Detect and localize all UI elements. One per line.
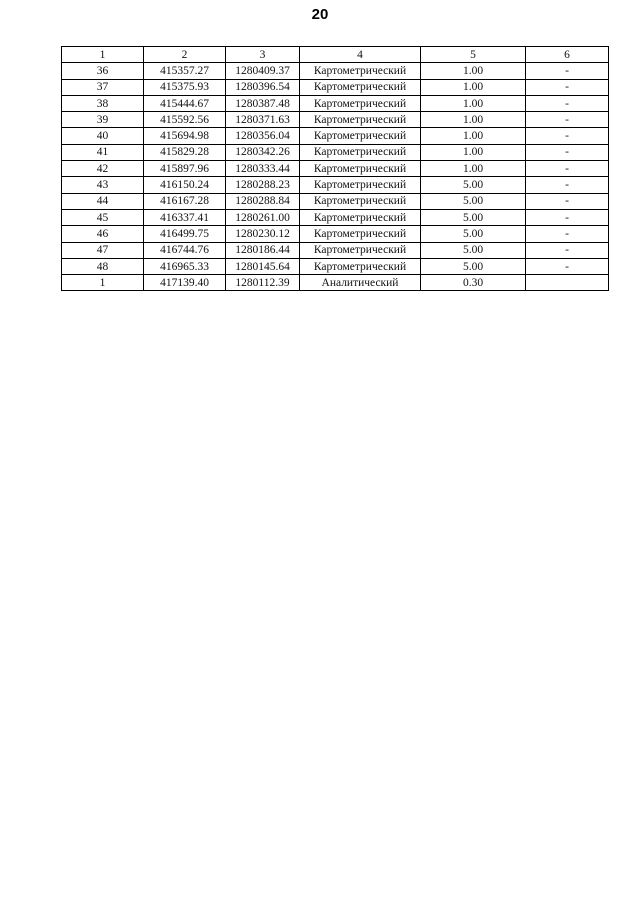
table-cell: 1280112.39 xyxy=(226,275,300,291)
table-row xyxy=(62,161,609,177)
table-cell: Картометрический xyxy=(300,177,421,193)
table-cell: 1280342.26 xyxy=(226,144,300,160)
table-cell: 415897.96 xyxy=(144,161,226,177)
table-cell: 1280356.04 xyxy=(226,128,300,144)
table-cell: - xyxy=(526,209,609,225)
table-cell: 416744.76 xyxy=(144,242,226,258)
header-cell: 2 xyxy=(144,47,226,63)
table-cell: - xyxy=(526,242,609,258)
table-row xyxy=(62,242,609,258)
table-cell: 1.00 xyxy=(421,112,526,128)
table-cell: 36 xyxy=(62,63,144,79)
table-cell: 1 xyxy=(62,275,144,291)
table-cell: 5.00 xyxy=(421,177,526,193)
header-cell: 4 xyxy=(300,47,421,63)
table-cell: 38 xyxy=(62,95,144,111)
table-row xyxy=(62,112,609,128)
table-cell: 1280288.23 xyxy=(226,177,300,193)
header-cell: 5 xyxy=(421,47,526,63)
table-cell: - xyxy=(526,63,609,79)
table-cell: Картометрический xyxy=(300,242,421,258)
table-row xyxy=(62,79,609,95)
table-row xyxy=(62,177,609,193)
table-cell: 415375.93 xyxy=(144,79,226,95)
table-cell: 416965.33 xyxy=(144,258,226,274)
page-number: 20 xyxy=(311,6,329,23)
table-cell: 415444.67 xyxy=(144,95,226,111)
table-cell: 415694.98 xyxy=(144,128,226,144)
table-cell: 1280186.44 xyxy=(226,242,300,258)
table-cell: 39 xyxy=(62,112,144,128)
table-row xyxy=(62,193,609,209)
table-cell: 1280145.64 xyxy=(226,258,300,274)
table-cell: 1280409.37 xyxy=(226,63,300,79)
table-cell: Картометрический xyxy=(300,95,421,111)
header-cell: 6 xyxy=(526,47,609,63)
table-cell: 42 xyxy=(62,161,144,177)
table-cell: 48 xyxy=(62,258,144,274)
table-row xyxy=(62,275,609,291)
table-cell: - xyxy=(526,112,609,128)
table-cell: - xyxy=(526,226,609,242)
table-row xyxy=(62,226,609,242)
table-cell: 1.00 xyxy=(421,128,526,144)
table-cell: 37 xyxy=(62,79,144,95)
table-cell: 415829.28 xyxy=(144,144,226,160)
table-cell: 1.00 xyxy=(421,161,526,177)
table-cell: - xyxy=(526,161,609,177)
table-cell: Аналитический xyxy=(300,275,421,291)
table-cell: 5.00 xyxy=(421,193,526,209)
table-row xyxy=(62,95,609,111)
table-cell: - xyxy=(526,258,609,274)
header-cell: 1 xyxy=(62,47,144,63)
table-cell: 416337.41 xyxy=(144,209,226,225)
header-cell: 3 xyxy=(226,47,300,63)
table-cell: Картометрический xyxy=(300,161,421,177)
table-cell: 415357.27 xyxy=(144,63,226,79)
table-cell: 1280288.84 xyxy=(226,193,300,209)
table-cell: 1.00 xyxy=(421,144,526,160)
table-cell: 5.00 xyxy=(421,226,526,242)
table-cell: - xyxy=(526,193,609,209)
table-cell: 417139.40 xyxy=(144,275,226,291)
table-cell: 45 xyxy=(62,209,144,225)
table-cell: 0.30 xyxy=(421,275,526,291)
table-cell: 1280396.54 xyxy=(226,79,300,95)
table-cell: 1.00 xyxy=(421,95,526,111)
table-cell: 47 xyxy=(62,242,144,258)
table-row xyxy=(62,128,609,144)
table-cell: 41 xyxy=(62,144,144,160)
table-cell: Картометрический xyxy=(300,258,421,274)
table-cell: - xyxy=(526,128,609,144)
table-cell: 5.00 xyxy=(421,258,526,274)
table-cell: 416167.28 xyxy=(144,193,226,209)
table-row xyxy=(62,63,609,79)
table-row xyxy=(62,144,609,160)
table-cell: 5.00 xyxy=(421,209,526,225)
table-cell: Картометрический xyxy=(300,63,421,79)
table-cell: 1280387.48 xyxy=(226,95,300,111)
table-cell: - xyxy=(526,95,609,111)
table-cell: 1.00 xyxy=(421,63,526,79)
table-cell: - xyxy=(526,177,609,193)
table-cell: Картометрический xyxy=(300,112,421,128)
table-cell: Картометрический xyxy=(300,128,421,144)
table-cell: 5.00 xyxy=(421,242,526,258)
coordinates-table xyxy=(61,46,609,291)
table-cell: Картометрический xyxy=(300,193,421,209)
table-cell: 416150.24 xyxy=(144,177,226,193)
table-cell: 46 xyxy=(62,226,144,242)
table-cell: 1280230.12 xyxy=(226,226,300,242)
table-cell: 40 xyxy=(62,128,144,144)
table-row xyxy=(62,258,609,274)
table-cell: 44 xyxy=(62,193,144,209)
table-cell: 1280261.00 xyxy=(226,209,300,225)
table-cell: Картометрический xyxy=(300,79,421,95)
table-cell: - xyxy=(526,144,609,160)
table-cell: 1280371.63 xyxy=(226,112,300,128)
table-body xyxy=(62,47,609,291)
table-cell: 415592.56 xyxy=(144,112,226,128)
table-cell: 1.00 xyxy=(421,79,526,95)
table-cell: 43 xyxy=(62,177,144,193)
table-cell: Картометрический xyxy=(300,144,421,160)
table-cell: Картометрический xyxy=(300,226,421,242)
table-cell: 416499.75 xyxy=(144,226,226,242)
table-row xyxy=(62,209,609,225)
table-cell xyxy=(526,275,609,291)
table-cell: 1280333.44 xyxy=(226,161,300,177)
table-cell: - xyxy=(526,79,609,95)
header-row xyxy=(62,47,609,63)
table-cell: Картометрический xyxy=(300,209,421,225)
